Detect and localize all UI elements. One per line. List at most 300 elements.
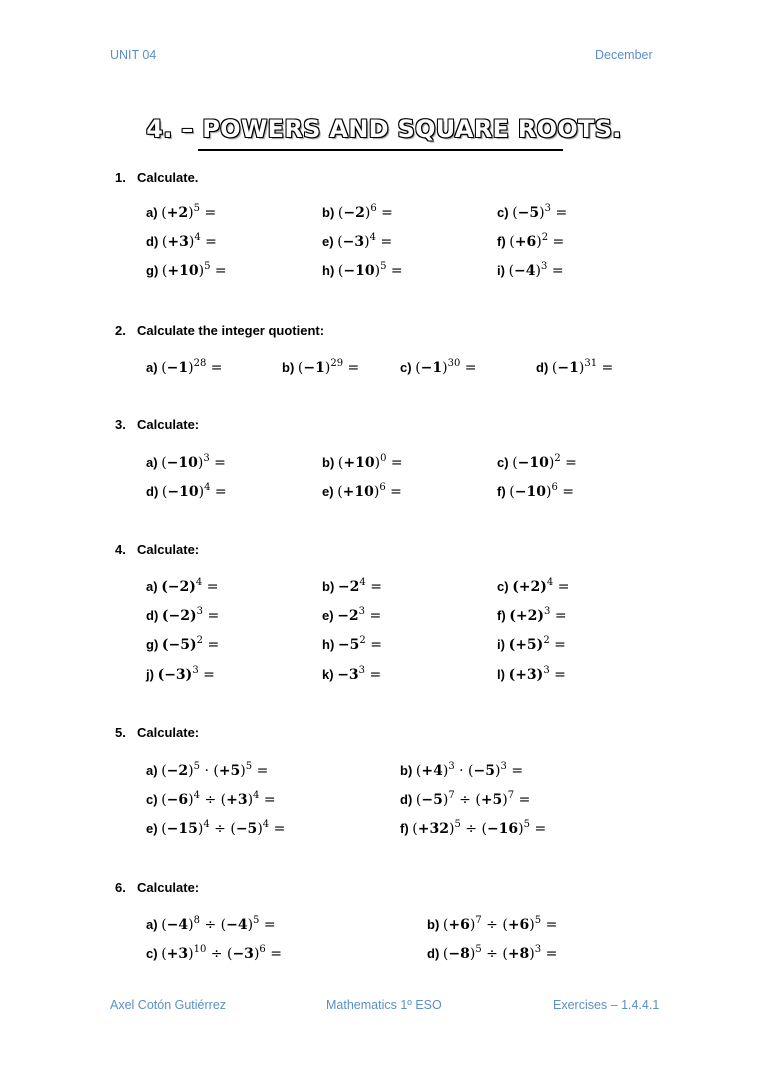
equals: = [554,667,566,683]
exercise-item [400,792,530,808]
item-label: i) [497,637,505,652]
base: −10 [343,263,375,279]
item-expression: $(-10)^3$ = [161,453,226,471]
exponent: 29 [330,358,344,369]
equals: = [203,667,215,683]
exponent: 3 [544,203,551,214]
operator: ÷ [465,821,478,837]
item-label: j) [146,667,154,682]
exercise-item [146,637,219,653]
exponent: 4 [253,790,260,801]
exponent: 10 [193,944,207,955]
exercise-item [146,667,215,683]
exponent: 31 [584,358,598,369]
base: +10 [167,263,199,279]
equals: = [390,263,403,279]
equals: = [601,360,614,376]
item-label: b) [322,455,335,470]
item-label: l) [497,667,505,682]
base: +3 [167,234,189,250]
equals: = [206,579,219,595]
equals: = [210,360,223,376]
base: (+3) [508,667,544,683]
exponent: 5 [475,944,482,955]
exercise-item [322,667,381,683]
item-expression: $(-2)^5 \cdot (+5)^5$ = [161,761,269,779]
item-label: k) [322,667,334,682]
item-label: c) [497,455,509,470]
item-expression [161,579,218,595]
equals: = [205,234,217,250]
exponent: 5 [454,819,461,830]
equals: = [204,205,217,221]
item-label: h) [322,263,335,278]
base: +2 [166,205,189,221]
equals: = [370,579,382,595]
footer-reference: Exercises – 1.4.4.1 [553,998,660,1012]
base: −6 [166,792,189,808]
item-expression [509,608,566,624]
exercise-item [497,263,564,279]
equals: = [545,946,558,962]
exercise-item [497,667,566,683]
base: −4 [226,917,248,933]
equals: = [214,263,227,279]
base: +6 [507,917,530,933]
item-expression [509,637,566,653]
exponent: 5 [193,761,200,772]
base: (−3) [157,667,193,683]
exercise-item [322,579,382,595]
base: −5 [337,637,360,653]
exercise-item [146,484,227,500]
exercise-item [146,792,276,808]
equals: = [555,205,568,221]
exponent: 3 [541,261,548,272]
question-number: 6. [115,880,126,895]
operator: ÷ [204,792,217,808]
base: −1 [420,360,443,376]
base: (+5) [508,637,544,653]
item-label: f) [400,821,409,836]
item-expression: $(+6)^2$ = [509,232,565,250]
question-number: 5. [115,725,126,740]
exponent: 3 [544,606,551,617]
equals: = [347,360,360,376]
item-label: b) [322,205,335,220]
exercise-item [322,205,393,221]
equals: = [263,792,276,808]
equals: = [369,667,382,683]
equals: = [273,821,286,837]
exercise-item [146,821,285,837]
item-expression: $(+10)^0$ = [337,453,403,471]
exercise-item [497,579,569,595]
exponent: 3 [358,665,366,676]
equals: = [214,484,227,500]
question-4-heading [115,542,199,557]
exponent: 3 [500,761,507,772]
item-expression [512,579,569,595]
base: +5 [480,792,503,808]
item-expression: $(-2)^6$ = [337,203,393,221]
equals: = [554,637,566,653]
exercise-item [322,608,381,624]
item-expression [162,637,219,653]
exercise-item [146,917,276,933]
question-number: 2. [115,323,126,338]
item-expression: $(+4)^3 \cdot (-5)^3$ = [415,761,524,779]
item-label: c) [497,579,509,594]
question-text: Calculate: [137,542,200,557]
item-label: d) [427,946,440,961]
item-label: e) [322,234,334,249]
item-label: b) [322,579,335,594]
exponent: 3 [448,761,455,772]
item-label: f) [497,484,506,499]
question-text: Calculate. [137,170,199,185]
base: +6 [448,917,470,933]
equals: = [369,608,382,624]
item-expression: $(+3)^{10} \div (-3)^6$ = [161,944,282,962]
exponent: 0 [380,453,387,464]
exercise-item [322,455,403,471]
base: −2 [337,608,359,624]
item-label: f) [497,234,506,249]
exponent: 3 [203,453,210,464]
item-label: g) [146,637,159,652]
exponent: 3 [534,944,542,955]
item-expression: $(+3)^4$ = [161,232,217,250]
exponent: 4 [193,790,200,801]
base: +8 [507,946,530,962]
exponent: 8 [193,915,200,926]
base: −1 [303,360,325,376]
exponent: 3 [543,665,550,676]
base: +3 [226,792,248,808]
item-expression: $(-10)^2$ = [512,453,577,471]
base: −5 [421,792,443,808]
equals: = [263,917,276,933]
exponent: 4 [194,232,201,243]
question-text: Calculate the integer quotient: [137,323,325,338]
item-expression: $(+32)^5 \div (-16)^5$ = [412,819,547,837]
base: −10 [167,484,199,500]
exercise-item [400,821,546,837]
base: (−2) [161,608,197,624]
item-label: d) [146,234,159,249]
operator: ÷ [214,821,226,837]
exponent: 7 [475,915,482,926]
item-label: d) [146,484,159,499]
equals: = [545,917,558,933]
exponent: 5 [380,261,387,272]
item-expression: $(-3)^4$ = [337,232,393,250]
exponent: 4 [204,482,211,493]
exercise-item [497,205,567,221]
base: −10 [517,455,549,471]
item-label: e) [322,608,334,623]
item-expression: $(-6)^4 \div (+3)^4$ = [161,790,276,808]
exponent: 5 [245,761,253,772]
base: −16 [486,821,519,837]
question-5-heading [115,725,199,740]
exponent: 2 [554,453,561,464]
item-expression: $(-4)^8 \div (-4)^5$ = [161,915,276,933]
item-label: a) [146,917,158,932]
base: +3 [166,946,189,962]
item-label: e) [146,821,158,836]
exercise-item [497,637,566,653]
base: +32 [417,821,449,837]
item-label: d) [400,792,413,807]
exponent: 3 [196,606,204,617]
item-label: b) [282,360,295,375]
equals: = [207,608,220,624]
item-label: d) [536,360,549,375]
equals: = [562,484,575,500]
base: −2 [343,205,365,221]
exercise-item [146,455,226,471]
base: −15 [166,821,198,837]
item-label: d) [146,608,159,623]
item-expression: $(-5)^7 \div (+5)^7$ = [415,790,531,808]
base: +10 [342,484,374,500]
exercise-item [322,637,382,653]
equals: = [381,205,393,221]
item-expression: $(-1)^{28}$ = [161,358,223,376]
base: −3 [337,667,359,683]
exponent: 4 [203,819,210,830]
equals: = [370,637,382,653]
question-3-heading [115,417,199,432]
item-label: a) [146,205,158,220]
exercise-item [427,946,557,962]
exponent: 3 [192,665,199,676]
exercise-item [146,263,227,279]
item-label: g) [146,263,159,278]
exponent: 28 [193,358,207,369]
base: (+2) [509,608,545,624]
operator: ÷ [486,917,498,933]
exponent: 5 [193,203,200,214]
item-expression: $(+10)^5$ = [161,261,227,279]
equals: = [207,637,220,653]
page-title: 4. – POWERS AND SQUARE ROOTS. [146,115,622,143]
exponent: 6 [551,482,558,493]
exponent: 4 [359,577,366,588]
item-expression: $(-10)^5$ = [337,261,403,279]
base: −5 [517,205,540,221]
item-expression: $(-10)^6$ = [509,482,575,500]
question-1-heading [115,170,198,185]
exponent: 2 [541,232,549,243]
item-label: b) [427,917,440,932]
item-expression [158,667,215,683]
exercise-item [146,205,216,221]
item-expression: $(-4)^3$ = [508,261,564,279]
base: −3 [232,946,254,962]
exercise-item [497,608,567,624]
operator: ÷ [210,946,223,962]
item-label: c) [146,946,158,961]
equals: = [552,234,565,250]
item-expression [337,608,381,624]
operator: ÷ [459,792,471,808]
base: −5 [473,763,496,779]
equals: = [380,234,393,250]
equals: = [554,608,567,624]
question-6-heading [115,880,199,895]
question-number: 3. [115,417,126,432]
base: −2 [166,763,189,779]
item-expression: $(-1)^{29}$ = [297,358,360,376]
base: (−2) [161,579,196,595]
item-expression: $(+2)^5$ = [161,203,217,221]
exercise-item [322,484,402,500]
equals: = [256,763,269,779]
exercise-item [427,917,557,933]
base: −1 [557,360,579,376]
base: −10 [514,484,546,500]
exercise-item [497,234,564,250]
item-expression: $(-15)^4 \div (-5)^4$ = [161,819,286,837]
base: +4 [421,763,443,779]
base: −1 [166,360,189,376]
base: +6 [514,234,537,250]
operator: ÷ [204,917,217,933]
operator: · [459,763,464,779]
question-text: Calculate: [137,725,200,740]
equals: = [518,792,531,808]
exercise-item [146,234,217,250]
operator: ÷ [486,946,498,962]
item-expression: $(-1)^{30}$ = [415,358,477,376]
item-expression: $(-5)^3$ = [512,203,568,221]
equals: = [390,484,402,500]
item-expression: $(-10)^4$ = [161,482,227,500]
equals: = [464,360,477,376]
exponent: 6 [379,482,386,493]
item-expression [337,667,381,683]
item-label: h) [322,637,335,652]
question-text: Calculate: [137,880,200,895]
item-label: a) [146,579,158,594]
item-expression: $(+10)^6$ = [337,482,402,500]
exponent: 5 [534,915,542,926]
exercise-item [400,360,477,376]
equals: = [511,763,524,779]
footer-course: Mathematics 1º ESO [326,998,442,1012]
footer-author: Axel Cotón Gutiérrez [110,998,227,1012]
item-label: c) [146,792,158,807]
exercise-item [146,946,282,962]
equals: = [534,821,547,837]
base: −4 [514,263,536,279]
item-label: b) [400,763,413,778]
exponent: 7 [507,790,515,801]
exponent: 3 [358,606,366,617]
operator: · [204,763,209,779]
base: +5 [218,763,241,779]
exponent: 5 [253,915,260,926]
exponent: 4 [546,577,554,588]
question-number: 4. [115,542,126,557]
base: −8 [448,946,470,962]
base: (+2) [512,579,547,595]
exercise-item [536,360,613,376]
item-label: a) [146,360,158,375]
exponent: 30 [447,358,461,369]
question-2-heading [115,323,324,338]
exponent: 7 [448,790,455,801]
header-month: December [595,48,653,62]
exercise-item [146,608,219,624]
exponent: 4 [195,577,203,588]
base: −2 [337,579,360,595]
exercise-item [322,263,403,279]
equals: = [557,579,570,595]
base: +10 [343,455,375,471]
base: (−5) [161,637,197,653]
item-expression: $(-1)^{31}$ = [551,358,614,376]
item-expression [509,667,566,683]
exponent: 5 [523,819,530,830]
exercise-item [497,484,574,500]
question-text: Calculate: [137,417,200,432]
exponent: 4 [262,819,270,830]
item-label: e) [322,484,334,499]
exercise-item [146,579,218,595]
item-expression [338,579,382,595]
exercise-item [282,360,359,376]
exponent: 6 [370,203,377,214]
exercise-item [146,763,268,779]
equals: = [565,455,577,471]
exercise-item [400,763,523,779]
item-label: a) [146,763,158,778]
base: −5 [235,821,258,837]
exponent: 5 [204,261,211,272]
exponent: 6 [259,944,266,955]
exponent: 2 [359,635,366,646]
exercise-item [322,234,392,250]
item-expression [162,608,219,624]
question-number: 1. [115,170,126,185]
exercise-item [146,360,223,376]
item-label: c) [400,360,412,375]
header-unit: UNIT 04 [110,48,157,62]
equals: = [390,455,403,471]
equals: = [551,263,564,279]
item-label: a) [146,455,158,470]
title-underline [198,149,563,151]
item-label: c) [497,205,509,220]
item-expression [338,637,382,653]
base: −10 [166,455,198,471]
equals: = [270,946,282,962]
item-expression: $(+6)^7 \div (+6)^5$ = [442,915,558,933]
exponent: 4 [369,232,376,243]
base: −4 [166,917,189,933]
equals: = [214,455,226,471]
item-expression: $(-8)^5 \div (+8)^3$ = [442,944,558,962]
item-label: i) [497,263,505,278]
exercise-item [497,455,577,471]
item-label: f) [497,608,506,623]
exponent: 2 [196,635,204,646]
base: −3 [342,234,365,250]
